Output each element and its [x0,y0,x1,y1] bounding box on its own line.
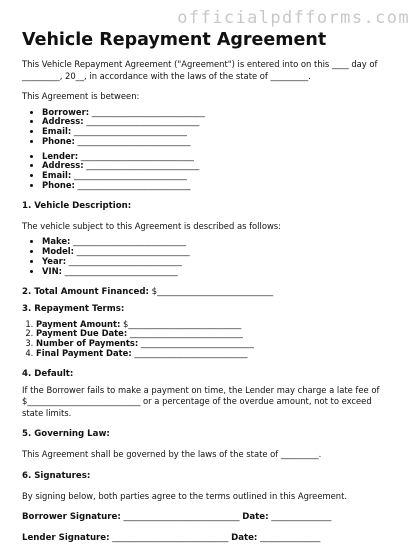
list-item: • Email: ___________________________ [42,171,406,181]
list-item: • Make: ___________________________ [42,237,406,247]
vehicle-list [22,237,406,276]
borrower-signature-line: Borrower Signature: ___________________________ Date: ______________ [22,512,332,523]
section-heading-vehicle: 1. Vehicle Description: [22,200,132,211]
list-item: 3. Number of Payments: ___________________________ [36,339,406,349]
list-item: • Year: ___________________________ [42,257,406,267]
list-item: 2. Payment Due Date: ___________________________ [36,329,406,339]
intro-paragraph [22,59,406,82]
list-item: • Address: ___________________________ [42,161,406,171]
section-heading-default: 4. Default: [22,368,74,379]
list-item: • Borrower: ___________________________ [42,108,406,118]
list-item: • Email: ___________________________ [42,127,406,137]
default-paragraph: If the Borrower fails to make a payment on time, the Lender may charge a late fee of $___________________________ or a percentage of the overdue amount, not to exceed state limits. [22,384,380,418]
signatures-text: By signing below, both parties agree to the terms outlined in this Agreement. [22,490,348,501]
section-heading-signatures: 6. Signatures: [22,470,91,481]
watermark-text: officialpdfforms.com [177,8,410,28]
list-item: • Address: ___________________________ [42,117,406,127]
list-item: • Phone: ___________________________ [42,181,406,191]
intro-line-1: This Vehicle Repayment Agreement ("Agreement") is entered into on this ____ day of [22,59,378,69]
section-heading-repayment: 3. Repayment Terms: [22,303,125,314]
list-item: • VIN: ___________________________ [42,267,406,277]
governing-law-text: This Agreement shall be governed by the laws of the state of _________. [22,449,322,460]
between-text: This Agreement is between: [22,91,140,101]
vehicle-intro-text: The vehicle subject to this Agreement is described as follows: [22,220,281,231]
document-page [22,30,406,544]
intro-line-2: _________, 20__, in accordance with the laws of the state of _________. [22,70,311,81]
list-item: • Phone: ___________________________ [42,137,406,147]
lender-list [22,152,406,191]
list-item: 4. Final Payment Date: ___________________________ [36,349,406,359]
list-item: • Lender: ___________________________ [42,152,406,162]
list-item: • Model: ___________________________ [42,247,406,257]
list-item: 1. Payment Amount: $___________________________ [36,320,406,330]
lender-signature-line: Lender Signature: ___________________________ Date: ______________ [22,533,321,544]
section-heading-amount: 2. Total Amount Financed: $___________________________ [22,286,274,297]
section-heading-governing-law: 5. Governing Law: [22,429,110,440]
repayment-terms-list [22,320,406,359]
document-title: Vehicle Repayment Agreement [22,30,327,50]
borrower-list [22,108,406,147]
